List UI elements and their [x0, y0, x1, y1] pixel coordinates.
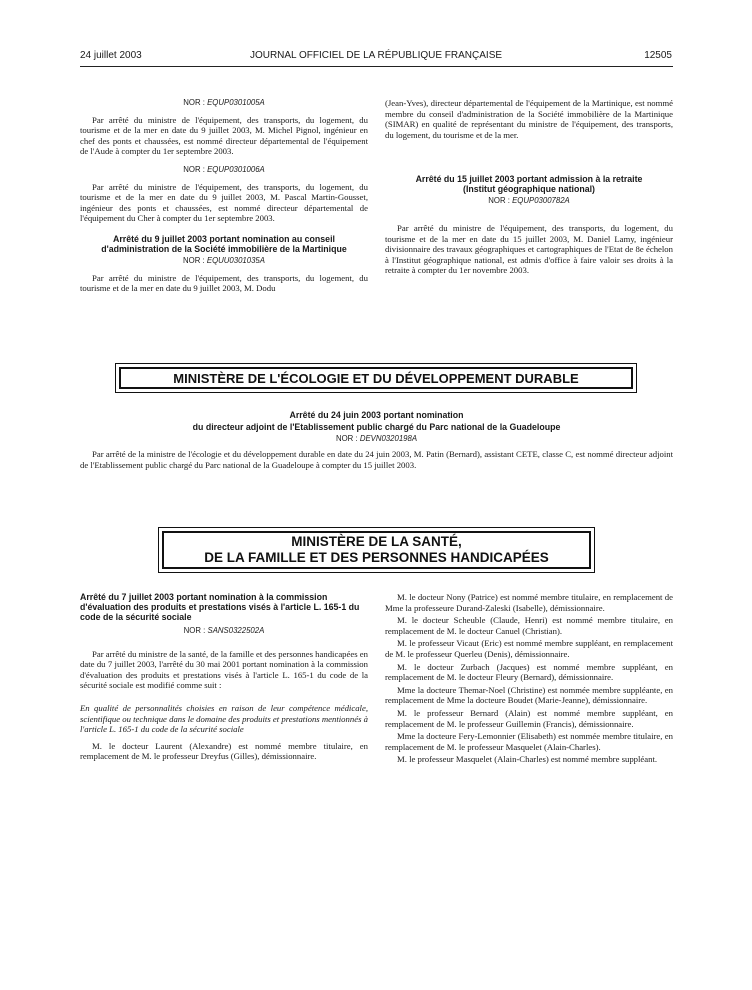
paragraph: Par arrêté du ministre de l'équipement, des transports, du logement, du tourisme et de la mer en date du 15 juillet 2003, M. Daniel Lamy, ingénieur divisionnaire des travaux géographiques et cartographiques de l'Etat de 8e échelon à l'Institut géographique national, est admis d'office à faire valoir ses droits à la retraite à compter du 1er novembre 2003. — [385, 222, 673, 276]
paragraph: M. le docteur Laurent (Alexandre) est nommé membre titulaire, en remplacement de M. le professeur Dreyfus (Gilles), démissionnaire. — [80, 740, 368, 762]
decree-title: Arrêté du 15 juillet 2003 portant admission à la retraite (Institut géographique national) — [415, 174, 643, 195]
decree-title: Arrêté du 9 juillet 2003 portant nomination au conseil d'administration de la Société immobilière de la Martinique — [101, 233, 347, 254]
left-top-column — [80, 98, 368, 296]
ecology-paragraph-wrap — [80, 449, 673, 470]
paragraph: Par arrêté de la ministre de l'écologie et du développement durable en date du 24 juin 2003, M. Patin (Bernard), assistant CETE, classe C, est nommé directeur adjoint de l'Etablissement public chargé du Parc national de la Guadeloupe à compter du 15 juillet 2003. — [80, 449, 673, 470]
ministry-health-box — [158, 527, 595, 573]
list-item: M. le professeur Vicaut (Eric) est nommé membre suppléant, en remplacement de M. le professeur Querleu (Denis), démissionnaire. — [385, 638, 673, 659]
nor-line: NOR : EQUP0300782A — [488, 196, 570, 206]
list-item: M. le professeur Masquelet (Alain-Charles) est nommé membre suppléant. — [397, 754, 658, 765]
list-item: M. le professeur Bernard (Alain) est nommé membre suppléant, en remplacement de M. le professeur Guillemin (Francis), démissionnaire. — [385, 707, 673, 729]
header-rule — [80, 66, 673, 67]
paragraph: Par arrêté du ministre de la santé, de la famille et des personnes handicapées en date du 7 juillet 2003, l'arrêté du 30 mai 2001 portant nomination à la commission d'évaluation des produits et prestations visés à l'article L. 165-1 du code de la sécurité sociale est modifié comme suit : — [80, 648, 368, 691]
nor-line: NOR : SANS0322502A — [183, 626, 265, 635]
ecology-section — [80, 410, 673, 472]
ministry-ecology-box — [115, 363, 637, 393]
list-item: Mme la docteure Fery-Lemonnier (Elisabeth) est nommée membre titulaire, en remplacement de M. le professeur Masquelet (Alain-Charles). — [385, 731, 673, 752]
nor-line: NOR : DEVN0320198A — [335, 434, 418, 443]
right-bottom-column — [385, 592, 673, 767]
paragraph: Par arrêté du ministre de l'équipement, des transports, du logement, du tourisme et de la mer en date du 9 juillet 2003, M. Dodu — [80, 272, 368, 294]
page-number: 12505 — [644, 50, 672, 61]
right-top-column — [385, 98, 673, 278]
paragraph: (Jean-Yves), directeur départemental de l'équipement de la Martinique, est nommé membre du conseil d'administration de la Société immobilière de la Martinique (SIMAR) en qualité de représentant du ministre de l'équipement, des transports, du logement, du tourisme et de la mer. — [385, 98, 673, 140]
header-date: 24 juillet 2003 — [80, 50, 142, 61]
list-item: M. le docteur Nony (Patrice) est nommé membre titulaire, en remplacement de Mme la professeure Durand-Zaleski (Isabelle), démissionnaire. — [385, 592, 673, 613]
list-item: M. le docteur Scheuble (Claude, Henri) est nommé membre titulaire, en remplacement de M. le docteur Canuel (Christian). — [385, 615, 673, 636]
decree-title-line1: Arrêté du 24 juin 2003 portant nomination — [289, 410, 464, 420]
list-item: M. le docteur Zurbach (Jacques) est nommé membre suppléant, en remplacement de M. le docteur Fleury (Bernard), démissionnaire. — [385, 661, 673, 683]
ministry-name: MINISTÈRE DE L'ÉCOLOGIE ET DU DÉVELOPPEMENT DURABLE — [173, 370, 579, 386]
paragraph: Par arrêté du ministre de l'équipement, des transports, du logement, du tourisme et de la mer en date du 9 juillet 2003, M. Pascal Martin-Gousset, ingénieur des ponts et chaussées, est nommé directeur départemental de l'équipement du Cher à compter du 1er septembre 2003. — [80, 181, 368, 224]
nor-line: NOR : EQUP0301005A — [183, 98, 265, 107]
nor-line: NOR : EQUU0301035A — [183, 255, 265, 265]
ministry-line1: MINISTÈRE DE LA SANTÉ, — [291, 534, 462, 549]
ministry-line2: DE LA FAMILLE ET DES PERSONNES HANDICAPÉES — [204, 550, 549, 565]
nor-line: NOR : EQUP0301006A — [183, 164, 265, 174]
decree-title: Arrêté du 7 juillet 2003 portant nomination à la commission d'évaluation des produits et prestations visés à l'article L. 165-1 du code de la sécurité sociale — [80, 592, 360, 622]
paragraph: Par arrêté du ministre de l'équipement, des transports, du logement, du tourisme et de la mer en date du 9 juillet 2003, M. Michel Pignol, ingénieur en chef des ponts et chaussées, est nommé directeur départemental de l'équipement de l'Aude à compter du 1er septembre 2003. — [80, 114, 368, 157]
decree-title-line2: du directeur adjoint de l'Etablissement public chargé du Parc national de la Guadeloupe — [192, 422, 561, 432]
list-item: Mme la docteure Themar-Noel (Christine) est nommée membre suppléante, en remplacement de Mme la docteure Boudet (Marie-Jeanne), démissionnaire. — [385, 684, 673, 706]
journal-title: JOURNAL OFFICIEL DE LA RÉPUBLIQUE FRANÇAISE — [249, 50, 503, 61]
left-bottom-column — [80, 592, 368, 764]
paragraph-italic: En qualité de personnalités choisies en raison de leur compétence médicale, scientifique ou technique dans le domaine des produits et prestations mentionnés à l'article L. 165-1 du code de la sécurité sociale — [80, 702, 368, 735]
